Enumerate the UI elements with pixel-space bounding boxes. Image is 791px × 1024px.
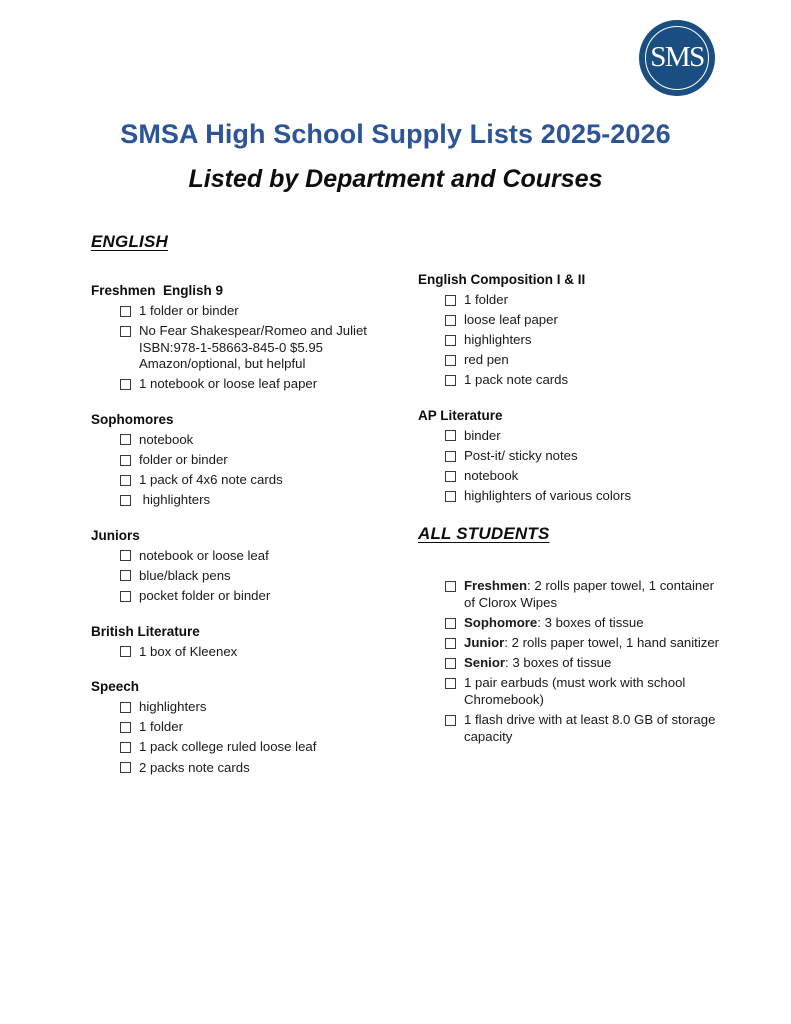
all-students-item[interactable] bbox=[445, 578, 728, 611]
page-subtitle: Listed by Department and Courses bbox=[188, 165, 603, 193]
supply-list bbox=[91, 303, 401, 393]
supply-item-label: 1 folder bbox=[464, 292, 508, 307]
checkbox-icon[interactable] bbox=[445, 355, 456, 366]
supply-item-label: 1 pack college ruled loose leaf bbox=[139, 739, 317, 755]
supply-item-label: pocket folder or binder bbox=[139, 588, 271, 604]
checkbox-icon[interactable] bbox=[120, 495, 131, 506]
course-group-title: AP Literature bbox=[418, 407, 503, 423]
course-group-title: English Composition I & II bbox=[418, 272, 586, 287]
supply-item[interactable] bbox=[445, 312, 728, 329]
course-group-title: Juniors bbox=[91, 527, 140, 543]
all-students-item-grade: Sophomore bbox=[464, 615, 538, 631]
supply-item[interactable] bbox=[120, 588, 401, 605]
course-group bbox=[91, 412, 401, 509]
supply-list bbox=[91, 699, 401, 776]
all-students-item[interactable] bbox=[445, 712, 728, 745]
course-group bbox=[418, 408, 728, 505]
all-students-item-label bbox=[464, 615, 644, 632]
supply-item[interactable] bbox=[120, 303, 401, 320]
all-students-item-text: : 2 rolls paper towel, 1 container of Clorox Wipes bbox=[464, 578, 718, 610]
checkbox-icon[interactable] bbox=[445, 430, 456, 441]
all-students-item-text: : 3 boxes of tissue bbox=[537, 615, 644, 631]
supply-item[interactable] bbox=[120, 472, 401, 489]
supply-item[interactable] bbox=[120, 739, 401, 756]
supply-item-label: Post-it/ sticky notes bbox=[464, 448, 578, 464]
supply-item[interactable] bbox=[445, 352, 728, 369]
course-group bbox=[91, 528, 401, 605]
all-students-item-grade: Freshmen bbox=[464, 578, 528, 594]
supply-item-label: notebook bbox=[464, 468, 519, 484]
checkbox-icon[interactable] bbox=[120, 550, 131, 561]
logo-circle bbox=[639, 20, 715, 96]
supply-item-label: highlighters of various colors bbox=[464, 488, 632, 504]
supply-item-label: red pen bbox=[464, 352, 509, 368]
supply-item[interactable] bbox=[445, 372, 728, 389]
course-group-title: Freshmen English 9 bbox=[91, 283, 224, 298]
supply-item[interactable] bbox=[120, 699, 401, 716]
section-spacer bbox=[418, 508, 728, 524]
right-column bbox=[418, 272, 728, 749]
supply-item-label: 1 pack of 4x6 note cards bbox=[139, 472, 283, 488]
logo-monogram: SMS bbox=[650, 40, 704, 73]
checkbox-icon[interactable] bbox=[120, 306, 131, 317]
all-students-item-text: 1 pair earbuds (must work with school Chromebook) bbox=[464, 675, 690, 707]
supply-item[interactable] bbox=[445, 332, 728, 349]
all-students-item[interactable] bbox=[445, 675, 728, 708]
supply-list bbox=[91, 644, 401, 661]
checkbox-icon[interactable] bbox=[120, 326, 131, 337]
school-logo bbox=[639, 20, 715, 96]
all-students-item-text: 1 flash drive with at least 8.0 GB of storage capacity bbox=[464, 712, 720, 744]
supply-item-label: 1 notebook or loose leaf paper bbox=[139, 376, 318, 392]
all-students-item-label bbox=[464, 675, 728, 708]
supply-item[interactable] bbox=[445, 488, 728, 505]
checkbox-icon[interactable] bbox=[120, 434, 131, 445]
checkbox-icon[interactable] bbox=[120, 742, 131, 753]
checkbox-icon[interactable] bbox=[445, 678, 456, 689]
supply-item-label: highlighters bbox=[139, 492, 211, 508]
checkbox-icon[interactable] bbox=[120, 455, 131, 466]
supply-item[interactable] bbox=[120, 568, 401, 585]
all-students-list bbox=[418, 578, 728, 745]
supply-item[interactable] bbox=[120, 548, 401, 565]
all-students-item-label bbox=[464, 655, 611, 672]
checkbox-icon[interactable] bbox=[120, 762, 131, 773]
left-course-groups bbox=[91, 283, 401, 776]
supply-item-label: notebook bbox=[139, 431, 194, 447]
checkbox-icon[interactable] bbox=[120, 591, 131, 602]
supply-item-label: folder or binder bbox=[139, 452, 228, 468]
all-students-item-label bbox=[464, 578, 728, 611]
checkbox-icon[interactable] bbox=[445, 451, 456, 462]
checkbox-icon[interactable] bbox=[445, 638, 456, 649]
checkbox-icon[interactable] bbox=[445, 335, 456, 346]
course-group bbox=[91, 679, 401, 776]
supply-item-label: No Fear Shakespear/Romeo and Juliet ISBN:978-1-58663-845-0 $5.95 Amazon/optional, but helpful bbox=[139, 323, 371, 372]
page-title: SMSA High School Supply Lists 2025-2026 bbox=[120, 119, 671, 149]
course-group-title: Sophomores bbox=[91, 411, 174, 427]
supply-item[interactable] bbox=[120, 719, 401, 736]
department-heading-english: ENGLISH bbox=[91, 232, 168, 251]
all-students-item-grade: Senior bbox=[464, 655, 506, 671]
checkbox-icon[interactable] bbox=[120, 570, 131, 581]
checkbox-icon[interactable] bbox=[120, 702, 131, 713]
supply-item[interactable] bbox=[445, 428, 728, 445]
all-students-item-text: : 3 boxes of tissue bbox=[505, 655, 612, 671]
supply-item-label: highlighters bbox=[464, 332, 532, 348]
checkbox-icon[interactable] bbox=[445, 618, 456, 629]
supply-item-label: 1 pack note cards bbox=[464, 372, 569, 388]
checkbox-icon[interactable] bbox=[445, 581, 456, 592]
supply-item[interactable] bbox=[445, 292, 728, 309]
checkbox-icon[interactable] bbox=[120, 722, 131, 733]
checkbox-icon[interactable] bbox=[445, 715, 456, 726]
all-students-item-grade: Junior bbox=[464, 635, 505, 651]
course-group bbox=[91, 624, 401, 661]
supply-item-label: 1 folder or binder bbox=[139, 303, 239, 318]
supply-list bbox=[91, 548, 401, 605]
all-students-item[interactable] bbox=[445, 635, 728, 652]
supply-item-label: 2 packs note cards bbox=[139, 759, 250, 775]
all-students-item-label bbox=[464, 635, 719, 652]
supply-list bbox=[418, 292, 728, 389]
supply-item-label: loose leaf paper bbox=[464, 312, 558, 328]
checkbox-icon[interactable] bbox=[445, 315, 456, 326]
checkbox-icon[interactable] bbox=[445, 295, 456, 306]
checkbox-icon[interactable] bbox=[445, 375, 456, 386]
supply-item[interactable] bbox=[120, 644, 401, 661]
all-students-item[interactable] bbox=[445, 615, 728, 632]
left-column bbox=[91, 232, 401, 780]
supply-item[interactable] bbox=[120, 452, 401, 469]
checkbox-icon[interactable] bbox=[445, 491, 456, 502]
checkbox-icon[interactable] bbox=[120, 379, 131, 390]
supply-item-label: 1 box of Kleenex bbox=[139, 643, 238, 659]
all-students-item-text: : 2 rolls paper towel, 1 hand sanitizer bbox=[504, 635, 720, 651]
course-group bbox=[418, 272, 728, 389]
all-students-item[interactable] bbox=[445, 655, 728, 672]
supply-item-label: highlighters bbox=[139, 699, 207, 715]
course-group-title: British Literature bbox=[91, 623, 200, 639]
supply-item[interactable] bbox=[120, 432, 401, 449]
supply-item[interactable] bbox=[120, 376, 401, 393]
supply-item[interactable] bbox=[445, 448, 728, 465]
right-course-groups bbox=[418, 272, 728, 505]
all-students-item-label bbox=[464, 712, 728, 745]
checkbox-icon[interactable] bbox=[120, 475, 131, 486]
supply-item[interactable] bbox=[120, 492, 401, 509]
course-group-title: Speech bbox=[91, 679, 140, 695]
checkbox-icon[interactable] bbox=[445, 658, 456, 669]
supply-list bbox=[91, 432, 401, 509]
supply-item-label: blue/black pens bbox=[139, 567, 231, 583]
supply-item-label: notebook or loose leaf bbox=[139, 547, 269, 563]
supply-item[interactable] bbox=[120, 323, 401, 373]
supply-item[interactable] bbox=[445, 468, 728, 485]
department-heading-all-students: ALL STUDENTS bbox=[418, 524, 550, 544]
course-group bbox=[91, 283, 401, 393]
supply-item-label: binder bbox=[464, 427, 501, 443]
supply-list bbox=[418, 428, 728, 505]
checkbox-icon[interactable] bbox=[120, 646, 131, 657]
checkbox-icon[interactable] bbox=[445, 471, 456, 482]
supply-item[interactable] bbox=[120, 760, 401, 777]
supply-item-label: 1 folder bbox=[139, 719, 183, 735]
